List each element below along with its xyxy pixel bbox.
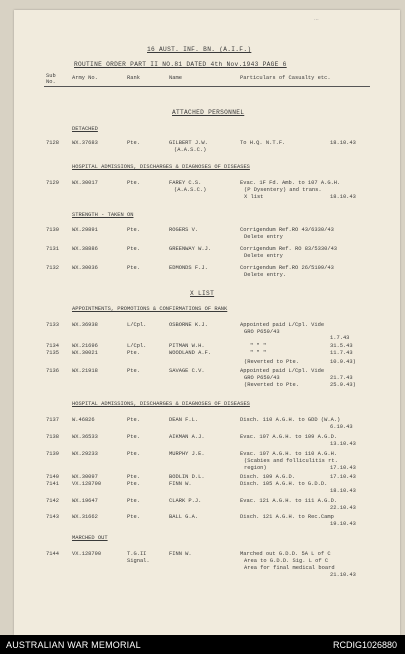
section-hospital-1: HOSPITAL ADMISSIONS, DISCHARGES & DIAGNOSES OF DISEASES	[72, 164, 250, 170]
order-title: ROUTINE ORDER PART II NO.81 DATED 4th Nov.1943 PAGE 6	[74, 61, 287, 68]
section-appointments: APPOINTMENTS, PROMOTIONS & CONFIRMATIONS OF RANK	[72, 306, 228, 312]
footer-source: AUSTRALIAN WAR MEMORIAL	[6, 640, 141, 650]
col-army-no: Army No.	[72, 75, 98, 81]
document-page: ... 16 AUST. INF. BN. (A.I.F.) ROUTINE ORDER PART II NO.81 DATED 4th Nov.1943 PAGE 6 Sub No. Army No. Rank Name Particulars of Casualty etc. ATTACHED PERSONNEL DETACHED 7128 WX.37683 Pte. GILBERT J.W. (A.A.S.C.) To H.Q. N.T.F. 18.10.43 HOSPITAL ADMISSIONS, DISCHARGES & DIAGNOSES OF DISEASES 7129 WX.30017 Pte. FAREY C.S. (A.A.S.C.) Evac. 1F Fd. Amb. to 107 A.G.H. (P Dysentery) and trans. X list 18.10.43 STRENGTH - TAKEN ON 7130 WX.29891 Pte. ROGERS V. Corrigendum Ref.RO 43/6330/43 Delete entry 7131 WX.38886 Pte. GREENWAY W.J. Corrigendum Ref. RO 83/5330/43 Delete entry 7132 WX.30036 Pte. EDMONDS F.J. Corrigendum Ref.RO 26/5109/43 Delete entry. X LIST APPOINTMENTS, PROMOTIONS & CONFIRMATIONS OF RANK 7133 WX.36938 L/Cpl. OSBORNE K.J. Appointed paid L/Cpl. Vide GRO P659/43 1.7.43 7134 WX.21696 L/Cpl. PITMAN W.H. " " " 31.5.43 7135 WX.30021 Pte. WOODLAND A.F. " " " 11.7.43 (Reverted to Pte. 10.9.43) 7136 WX.21918 Pte. SAVAGE C.V. Appointed paid L/Cpl. Vide GRO P659/43 21.7.43 (Reverted to Pte. 25.9.43) HOSPITAL ADMISSIONS, DISCHARGES & DIAGNOSES OF DISEASES 7137 W.46826 Pte. DEAN F.L. Disch. 110 A.G.H. to GDD (W.A.) 6.10.43 7138 WX.36533 Pte. AIKMAN A.J. Evac. 107 A.G.H. to 109 A.G.D. 13.10.43 7139 WX.29233 Pte. MURPHY J.E. Evac. 107 A.G.H. to 110 A.G.H. (Scabies and folliculitis rt. region) 17.10.43 7140 WX.30097 Pte. BODLIN D.L. Disch. 109 A.G.D. 17.10.43 7141 VX.128790 Pte. FINN W. Disch. 105 A.G.H. to G.D.D. 18.10.43 7142 WX.19647 Pte. CLARK P.J. Evac. 121 A.G.H. to 111 A.G.D. 22.10.43 7143 WX.31662 Pte. BALL G.A. Disch. 121 A.G.H. to Rec.Camp 19.10.43 MARCHED OUT 7144 VX.128790 T.G.II Signal. FINN W. Marched out G.D.D. 5A L of C Area to G.D.D. Sig. L of C Area for final medical board 21.10.43	[14, 10, 400, 635]
section-xlist: X LIST	[190, 290, 215, 297]
section-hospital-2: HOSPITAL ADMISSIONS, DISCHARGES & DIAGNOSES OF DISEASES	[72, 401, 250, 407]
section-marched-out: MARCHED OUT	[72, 535, 108, 541]
section-attached: ATTACHED PERSONNEL	[172, 109, 245, 116]
col-name: Name	[169, 75, 182, 81]
section-strength: STRENGTH - TAKEN ON	[72, 212, 134, 218]
col-sub-no: Sub No.	[46, 73, 56, 86]
footer-bar	[0, 635, 405, 654]
section-detached: DETACHED	[72, 126, 98, 132]
col-particulars: Particulars of Casualty etc.	[240, 75, 331, 81]
unit-title: 16 AUST. INF. BN. (A.I.F.)	[147, 46, 252, 53]
handwritten-note: ...	[314, 16, 319, 22]
footer-record-id: RCDIG1026880	[332, 640, 397, 650]
col-rank: Rank	[127, 75, 140, 81]
header-rule	[44, 86, 370, 87]
